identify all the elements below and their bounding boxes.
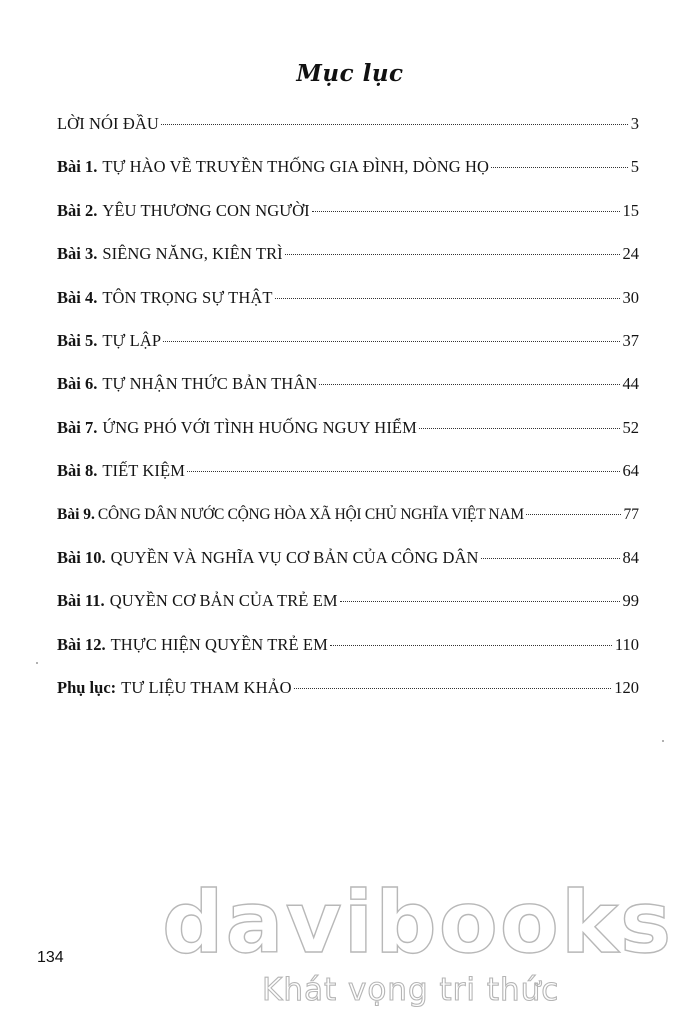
toc-page: 120 xyxy=(614,678,639,698)
toc-page: 15 xyxy=(622,200,639,220)
toc-label: Bài 5. xyxy=(57,330,98,350)
toc-label: Bài 2. xyxy=(57,200,98,220)
toc-heading: QUYỀN VÀ NGHĨA VỤ CƠ BẢN CỦA CÔNG DÂN xyxy=(110,547,479,567)
toc-heading: TIẾT KIỆM xyxy=(102,461,185,481)
toc-label: Bài 1. xyxy=(57,157,98,177)
watermark-slogan: Khát vọng tri thức xyxy=(262,972,560,1008)
toc-heading: CÔNG DÂN NƯỚC CỘNG HÒA XÃ HỘI CHỦ NGHĨA VIỆT NAM xyxy=(97,505,524,523)
toc-label: Bài 7. xyxy=(57,417,98,437)
toc-page: 64 xyxy=(622,461,639,481)
toc-page: 44 xyxy=(622,374,639,394)
toc-page: 24 xyxy=(622,244,639,264)
toc-heading: TỰ LẬP xyxy=(102,330,162,350)
toc-page: 77 xyxy=(623,505,639,523)
toc-page: 84 xyxy=(622,547,639,567)
toc-page: 5 xyxy=(630,157,639,177)
toc-label: Bài 6. xyxy=(57,374,98,394)
toc-heading: TỰ NHẬN THỨC BẢN THÂN xyxy=(102,374,318,394)
toc-heading: LỜI NÓI ĐẦU xyxy=(57,114,159,133)
toc-heading: THỰC HIỆN QUYỀN TRẺ EM xyxy=(110,634,328,654)
toc-page: 3 xyxy=(630,114,639,133)
toc-label: Bài 8. xyxy=(57,461,98,481)
toc-label: Bài 11. xyxy=(57,591,105,611)
toc-heading: QUYỀN CƠ BẢN CỦA TRẺ EM xyxy=(109,591,338,611)
toc-label: Bài 10. xyxy=(57,547,106,567)
toc-heading: SIÊNG NĂNG, KIÊN TRÌ xyxy=(102,244,283,264)
page-number: 134 xyxy=(37,949,64,966)
toc-label: Phụ lục: xyxy=(57,678,117,698)
toc-heading: TỰ HÀO VỀ TRUYỀN THỐNG GIA ĐÌNH, DÒNG HỌ xyxy=(102,157,490,177)
toc-page: 110 xyxy=(614,634,639,654)
toc-page: 30 xyxy=(622,287,639,307)
toc-label: Bài 12. xyxy=(57,634,106,654)
document-title: Mục lục xyxy=(296,60,404,87)
toc-heading: TÔN TRỌNG SỰ THẬT xyxy=(102,287,273,307)
toc-page: 37 xyxy=(622,330,639,350)
toc-label: Bài 9. xyxy=(57,505,95,523)
toc-heading: YÊU THƯƠNG CON NGƯỜI xyxy=(102,200,310,220)
toc-page: 99 xyxy=(622,591,639,611)
watermark-brand: davibooks xyxy=(162,873,674,973)
toc-heading: ỨNG PHÓ VỚI TÌNH HUỐNG NGUY HIỂM xyxy=(102,417,417,437)
toc-label: Bài 4. xyxy=(57,287,98,307)
toc-label: Bài 3. xyxy=(57,244,98,264)
toc-heading: TƯ LIỆU THAM KHẢO xyxy=(121,678,292,698)
toc-page: 52 xyxy=(622,417,639,437)
